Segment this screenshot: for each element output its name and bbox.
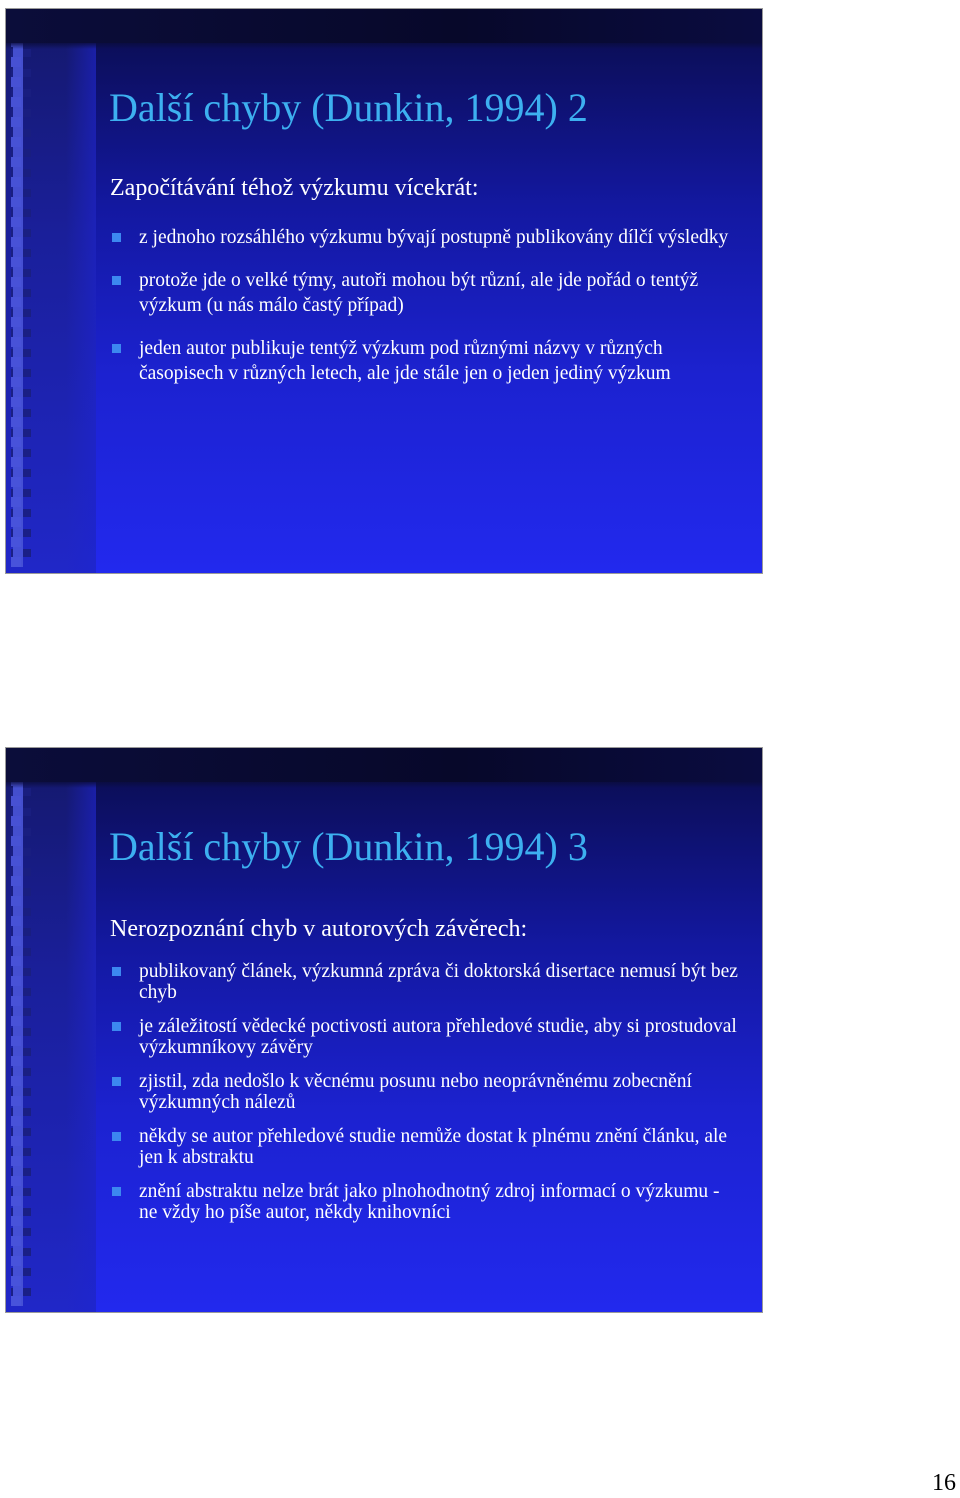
square-bullet-icon bbox=[112, 344, 121, 353]
square-bullet-icon bbox=[112, 967, 121, 976]
bullet-text: zjistil, zda nedošlo k věcnému posunu nebo neoprávněnému zobecnění výzkumných nálezů bbox=[139, 1071, 692, 1113]
square-bullet-icon bbox=[112, 233, 121, 242]
square-bullet-icon bbox=[112, 1132, 121, 1141]
bullet-item bbox=[110, 1126, 740, 1168]
square-bullet-icon bbox=[112, 1022, 121, 1031]
square-bullet-icon bbox=[112, 1077, 121, 1086]
slide-top-band bbox=[6, 9, 762, 43]
slide-2 bbox=[5, 747, 763, 1313]
bullet-item bbox=[110, 1181, 740, 1223]
bullet-text: jeden autor publikuje tentýž výzkum pod různými názvy v různých časopisech v různých letech, ale jde stále jen o jeden jediný výzkum bbox=[139, 338, 671, 384]
slide-1 bbox=[5, 8, 763, 574]
bullet-text: někdy se autor přehledové studie nemůže dostat k plnému znění článku, ale jen k abstraktu bbox=[139, 1126, 728, 1168]
square-bullet-icon bbox=[112, 1187, 121, 1196]
square-pattern-decoration bbox=[11, 17, 31, 567]
bullet-item bbox=[110, 961, 740, 1003]
bullet-text: protože jde o velké týmy, autoři mohou být různí, ale jde pořád o tentýž výzkum (u nás málo častý případ) bbox=[139, 270, 699, 316]
bullet-item bbox=[110, 268, 740, 318]
slide-subheading: Započítávání téhož výzkumu vícekrát: bbox=[110, 175, 479, 201]
bullet-text: je záležitostí vědecké poctivosti autora přehledové studie, aby si prostudoval výzkumníkovy závěry bbox=[139, 1016, 737, 1058]
bullet-text: znění abstraktu nelze brát jako plnohodnotný zdroj informací o výzkumu - ne vždy ho píše autor, někdy knihovníci bbox=[139, 1181, 720, 1223]
bullet-item bbox=[110, 1071, 740, 1113]
slide-title: Další chyby (Dunkin, 1994) 2 bbox=[109, 85, 588, 130]
bullet-text: publikovaný článek, výzkumná zpráva či doktorská disertace nemusí být bez chyb bbox=[139, 961, 738, 1003]
bullet-list bbox=[110, 961, 740, 1236]
slide-left-strip bbox=[6, 9, 96, 573]
square-pattern-decoration bbox=[11, 756, 31, 1306]
page-number: 16 bbox=[932, 1470, 956, 1496]
slide-left-strip bbox=[6, 748, 96, 1312]
bullet-item bbox=[110, 225, 740, 250]
bullet-item bbox=[110, 336, 740, 386]
bullet-text: z jednoho rozsáhlého výzkumu bývají postupně publikovány dílčí výsledky bbox=[139, 227, 729, 248]
bullet-item bbox=[110, 1016, 740, 1058]
bullet-list bbox=[110, 225, 740, 404]
square-bullet-icon bbox=[112, 276, 121, 285]
slide-top-band bbox=[6, 748, 762, 782]
slide-title: Další chyby (Dunkin, 1994) 3 bbox=[109, 824, 588, 869]
slide-subheading: Nerozpoznání chyb v autorových závěrech: bbox=[110, 916, 528, 942]
